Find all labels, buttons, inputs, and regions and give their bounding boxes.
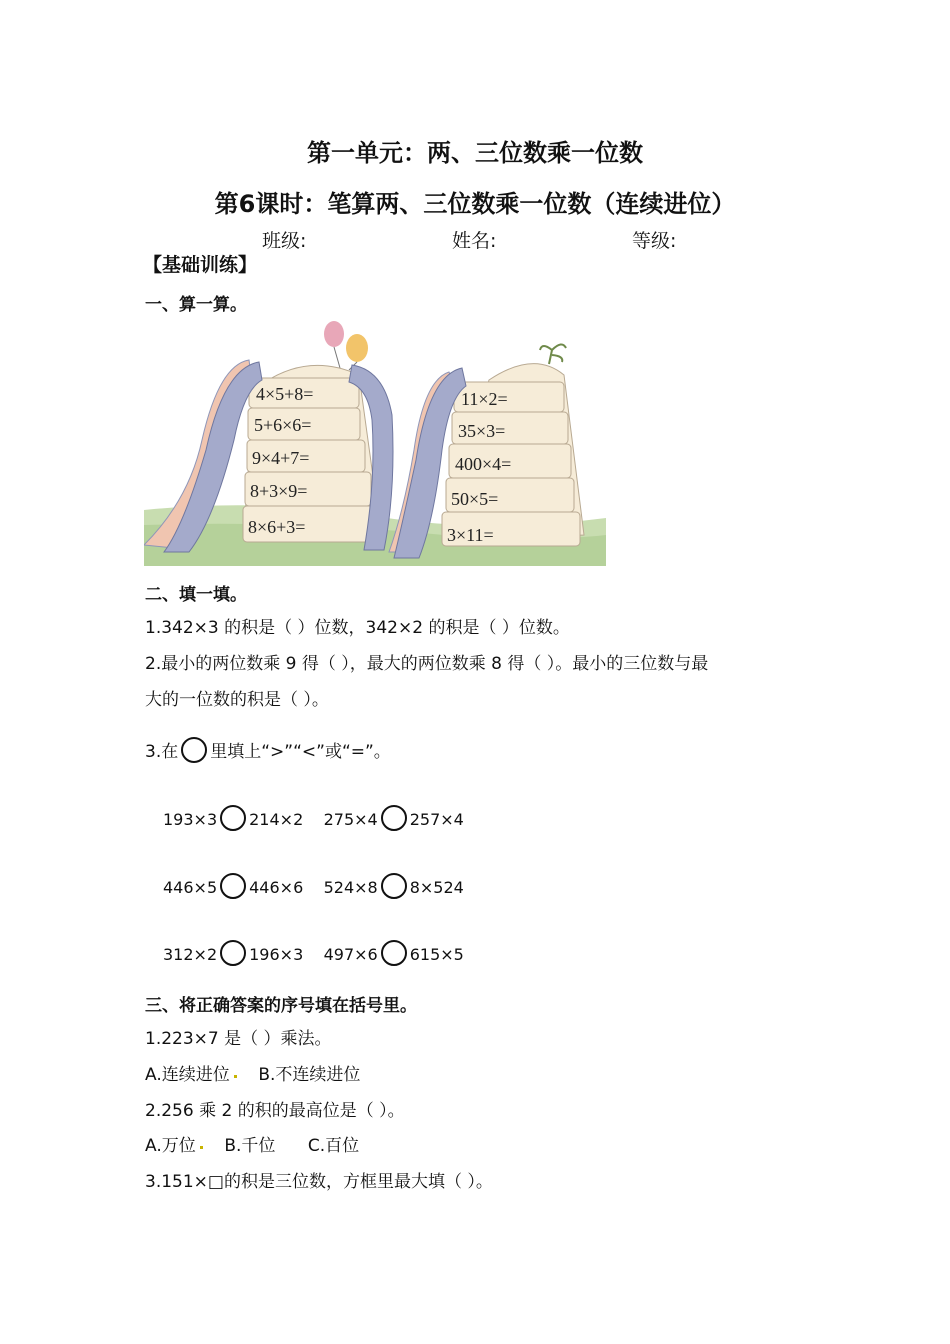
- part3-q1-options: [145, 1060, 360, 1085]
- compare-expr: 214×2: [249, 810, 304, 829]
- q3-suffix: 里填上“>”“<”或“=”。: [210, 742, 391, 762]
- mark-dot-icon: [200, 1146, 203, 1149]
- part2-q2-line2: 大的一位数的积是（ ）。: [145, 690, 329, 710]
- compare-circle-icon[interactable]: [220, 940, 246, 966]
- compare-circle-icon: [181, 737, 207, 763]
- compare-expr: 8×524: [409, 878, 464, 897]
- slide-left-expr: 9×4+7=: [252, 448, 310, 468]
- compare-row-2: [163, 873, 464, 899]
- part3-q2-options: [145, 1131, 359, 1156]
- compare-expr: 524×8: [323, 878, 378, 897]
- slide-left-expr: 4×5+8=: [256, 384, 314, 404]
- compare-circle-icon[interactable]: [220, 805, 246, 831]
- compare-expr: 615×5: [409, 945, 464, 964]
- slide-right-expr: 50×5=: [451, 489, 499, 509]
- compare-expr: 257×4: [409, 810, 464, 829]
- compare-expr: 312×2: [163, 945, 218, 964]
- slide-right-expr: 3×11=: [447, 525, 494, 545]
- slide-left-expr: 8×6+3=: [248, 517, 306, 537]
- class-label: 班级:: [262, 230, 307, 252]
- slide-right-expr: 35×3=: [458, 421, 506, 441]
- part1-heading: 一、算一算。: [145, 295, 247, 315]
- option-c[interactable]: C.百位: [307, 1136, 360, 1156]
- part2-q3: [145, 737, 391, 763]
- part2-q2-line1: 2.最小的两位数乘 9 得（ ），最大的两位数乘 8 得（ ）。最小的三位数与最: [145, 654, 709, 674]
- compare-expr: 193×3: [163, 810, 218, 829]
- slide-left-expr: 8+3×9=: [250, 481, 308, 501]
- compare-row-1: [163, 805, 464, 831]
- compare-circle-icon[interactable]: [381, 873, 407, 899]
- slides-image: [144, 320, 606, 566]
- grade-label: 等级:: [632, 230, 677, 252]
- slide-right-expr: 400×4=: [455, 454, 512, 474]
- compare-expr: 275×4: [323, 810, 378, 829]
- compare-expr: 196×3: [249, 945, 304, 964]
- part2-q1: 1.342×3 的积是（ ）位数，342×2 的积是（ ）位数。: [145, 618, 570, 638]
- compare-circle-icon[interactable]: [220, 873, 246, 899]
- compare-row-3: [163, 940, 464, 966]
- lesson-subtitle: 第6课时：笔算两、三位数乘一位数（连续进位）: [214, 190, 736, 218]
- option-a[interactable]: A.连续进位: [145, 1065, 230, 1085]
- page-title: 第一单元：两、三位数乘一位数: [307, 139, 643, 167]
- option-b[interactable]: B.千位: [224, 1136, 276, 1156]
- compare-circle-icon[interactable]: [381, 805, 407, 831]
- compare-expr: 446×6: [249, 878, 304, 897]
- part3-q2: 2.256 乘 2 的积的最高位是（ ）。: [145, 1101, 405, 1121]
- part3-q3: 3.151×□的积是三位数，方框里最大填（ ）。: [145, 1172, 493, 1192]
- section-basic-training: 【基础训练】: [143, 254, 258, 276]
- name-label: 姓名:: [452, 230, 497, 252]
- part3-heading: 三、将正确答案的序号填在括号里。: [145, 996, 417, 1016]
- compare-circle-icon[interactable]: [381, 940, 407, 966]
- q3-prefix: 3.在: [145, 742, 179, 762]
- compare-expr: 446×5: [163, 878, 218, 897]
- slide-left-expr: 5+6×6=: [254, 415, 312, 435]
- slide-right-expr: 11×2=: [461, 389, 508, 409]
- part2-heading: 二、填一填。: [145, 585, 247, 605]
- slides-illustration: [144, 320, 606, 566]
- option-a[interactable]: A.万位: [145, 1136, 196, 1156]
- compare-expr: 497×6: [323, 945, 378, 964]
- part3-q1: 1.223×7 是（ ）乘法。: [145, 1029, 332, 1049]
- option-b[interactable]: B.不连续进位: [258, 1065, 361, 1085]
- mark-dot-icon: [234, 1075, 237, 1078]
